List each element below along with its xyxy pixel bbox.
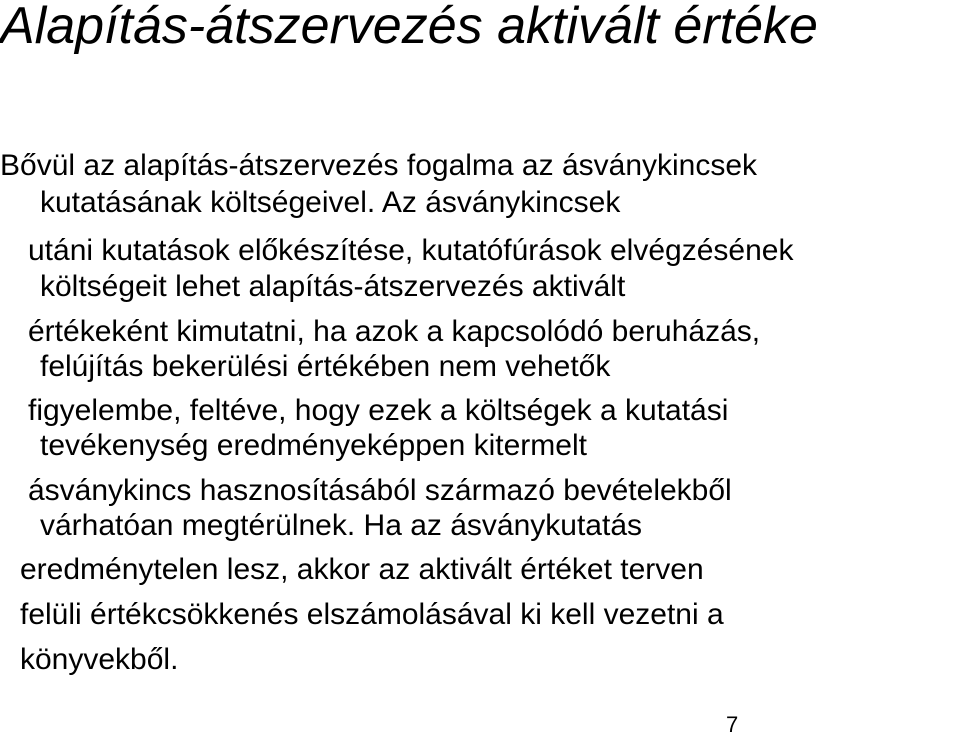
slide-title: Alapítás-átszervezés aktivált értéke (0, 0, 818, 55)
body-line-7: figyelembe, feltéve, hogy ezek a költségek a kutatási (28, 394, 729, 427)
body-line-3: utáni kutatások előkészítése, kutatófúrások elvégzésének (28, 234, 794, 267)
page-number: 7 (726, 712, 739, 737)
body-line-2: kutatásának költségeivel. Az ásványkincsek (40, 186, 621, 219)
body-line-13: könyvekből. (20, 643, 179, 676)
body-line-6: felújítás bekerülési értékében nem vehetők (40, 350, 611, 383)
body-line-1: Bővül az alapítás-átszervezés fogalma az ásványkincsek (0, 149, 758, 182)
body-line-5: értékeként kimutatni, ha azok a kapcsolódó beruházás, (28, 315, 761, 348)
body-line-12: felüli értékcsökkenés elszámolásával ki kell vezetni a (20, 598, 724, 631)
body-line-8: tevékenység eredményeképpen kitermelt (40, 429, 587, 462)
body-line-11: eredménytelen lesz, akkor az aktivált értéket terven (20, 553, 704, 586)
body-line-9: ásványkincs hasznosításából származó bevételekből (28, 474, 732, 507)
body-line-4: költségeit lehet alapítás-átszervezés aktivált (40, 270, 626, 303)
body-line-10: várhatóan megtérülnek. Ha az ásványkutatás (40, 509, 643, 542)
